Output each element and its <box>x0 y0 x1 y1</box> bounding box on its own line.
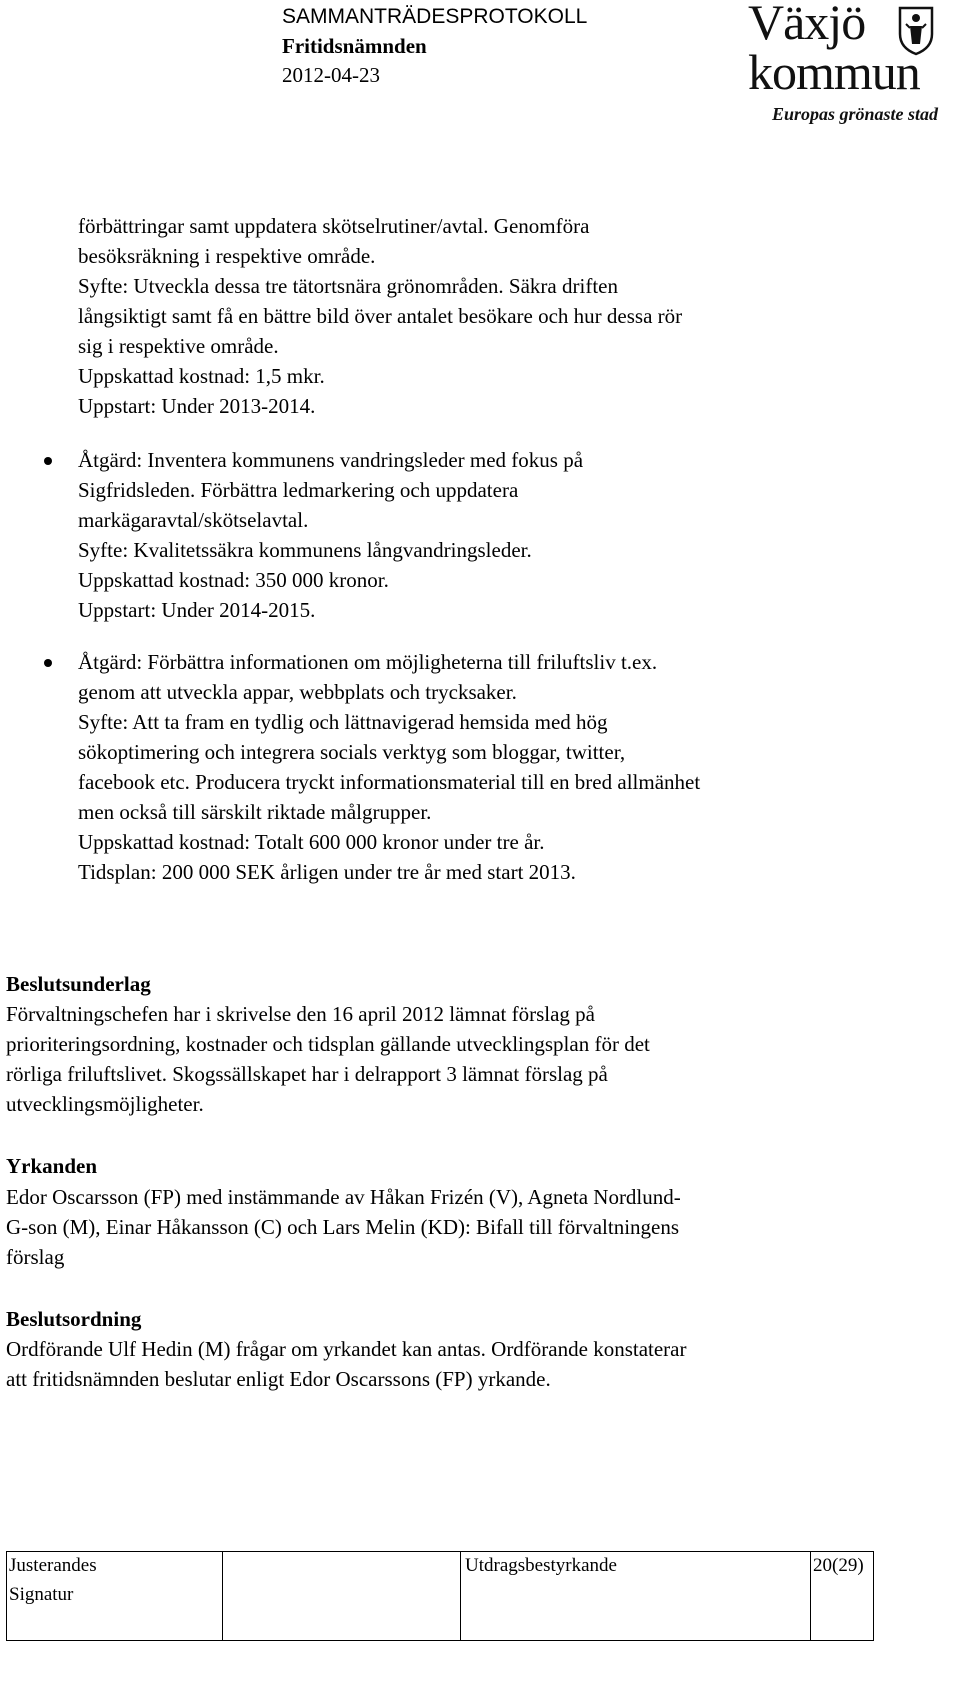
utdragsbestyrkande-label: Utdragsbestyrkande <box>465 1555 617 1576</box>
bullet-2-line: Syfte: Att ta fram en tydlig och lättnavigerad hemsida med hög <box>78 710 608 734</box>
bullet-icon <box>44 659 52 667</box>
bullet-icon <box>44 457 52 465</box>
section-line: Ordförande Ulf Hedin (M) frågar om yrkandet kan antas. Ordförande konstaterar <box>6 1337 687 1361</box>
page-current: 20 <box>813 1555 832 1576</box>
bullet-1-line: Uppstart: Under 2014-2015. <box>78 598 316 622</box>
intro-line: förbättringar samt uppdatera skötselrutiner/avtal. Genomföra <box>78 214 590 238</box>
bullet-1-line: markägaravtal/skötselavtal. <box>78 508 309 532</box>
logo-line-2: kommun <box>748 44 920 100</box>
city-crest-icon <box>896 4 936 56</box>
section-line: Edor Oscarsson (FP) med instämmande av Håkan Frizén (V), Agneta Nordlund- <box>6 1185 681 1209</box>
board-name: Fritidsnämnden <box>282 34 427 58</box>
page-total: (29) <box>832 1555 864 1576</box>
section-line: rörliga friluftslivet. Skogssällskapet har i delrapport 3 lämnat förslag på <box>6 1062 608 1086</box>
bullet-2-line: sökoptimering och integrera socials verktyg som bloggar, twitter, <box>78 740 626 764</box>
bullet-1-line: Syfte: Kvalitetssäkra kommunens långvandringsleder. <box>78 538 532 562</box>
intro-line: Syfte: Utveckla dessa tre tätortsnära grönområden. Säkra driften <box>78 274 618 298</box>
justerandes-label: Justerandes <box>9 1555 97 1576</box>
protocol-title: SAMMANTRÄDESPROTOKOLL <box>282 5 588 28</box>
page-number <box>813 1552 864 1580</box>
section-heading-beslutsunderlag: Beslutsunderlag <box>6 972 151 996</box>
intro-line: Uppskattad kostnad: 1,5 mkr. <box>78 364 325 388</box>
vaxjo-kommun-logo <box>748 0 960 135</box>
meeting-date: 2012-04-23 <box>282 63 380 87</box>
bullet-2-line: genom att utveckla appar, webbplats och trycksaker. <box>78 680 517 704</box>
signature-footer <box>6 1551 874 1641</box>
section-line: förslag <box>6 1245 65 1269</box>
intro-line: sig i respektive område. <box>78 334 279 358</box>
signature-blank-cell <box>222 1551 461 1641</box>
logo-tagline: Europas grönaste stad <box>772 104 939 124</box>
bullet-1-line: Uppskattad kostnad: 350 000 kronor. <box>78 568 389 592</box>
section-heading-beslutsordning: Beslutsordning <box>6 1307 142 1331</box>
utdrag-cell <box>460 1551 811 1641</box>
section-line: att fritidsnämnden beslutar enligt Edor Oscarssons (FP) yrkande. <box>6 1367 551 1391</box>
intro-line: långsiktigt samt få en bättre bild över antalet besökare och hur dessa rör <box>78 304 683 328</box>
intro-line: Uppstart: Under 2013-2014. <box>78 394 316 418</box>
bullet-1-line: Sigfridsleden. Förbättra ledmarkering och uppdatera <box>78 478 519 502</box>
bullet-2-line: Tidsplan: 200 000 SEK årligen under tre år med start 2013. <box>78 860 576 884</box>
logo-wordmark <box>748 0 920 100</box>
section-line: prioriteringsordning, kostnader och tidsplan gällande utvecklingsplan för det <box>6 1032 650 1056</box>
signatur-label: Signatur <box>9 1584 74 1605</box>
justerandes-signatur-cell <box>6 1551 223 1641</box>
intro-line: besöksräkning i respektive område. <box>78 244 376 268</box>
document-header <box>282 4 587 90</box>
logo-line-1: Växjö <box>748 0 866 50</box>
bullet-2-line: men också till särskilt riktade målgrupper. <box>78 800 432 824</box>
page-number-cell <box>810 1551 874 1641</box>
section-line: Förvaltningschefen har i skrivelse den 16 april 2012 lämnat förslag på <box>6 1002 596 1026</box>
bullet-2-line: Åtgärd: Förbättra informationen om möjligheterna till friluftsliv t.ex. <box>78 650 658 674</box>
section-line: G-son (M), Einar Håkansson (C) och Lars Melin (KD): Bifall till förvaltningens <box>6 1215 680 1239</box>
bullet-2-line: facebook etc. Producera tryckt informationsmaterial till en bred allmänhet <box>78 770 701 794</box>
section-heading-yrkanden: Yrkanden <box>6 1154 98 1178</box>
bullet-2-line: Uppskattad kostnad: Totalt 600 000 kronor under tre år. <box>78 830 545 854</box>
bullet-1-line: Åtgärd: Inventera kommunens vandringsleder med fokus på <box>78 448 584 472</box>
section-line: utvecklingsmöjligheter. <box>6 1092 204 1116</box>
